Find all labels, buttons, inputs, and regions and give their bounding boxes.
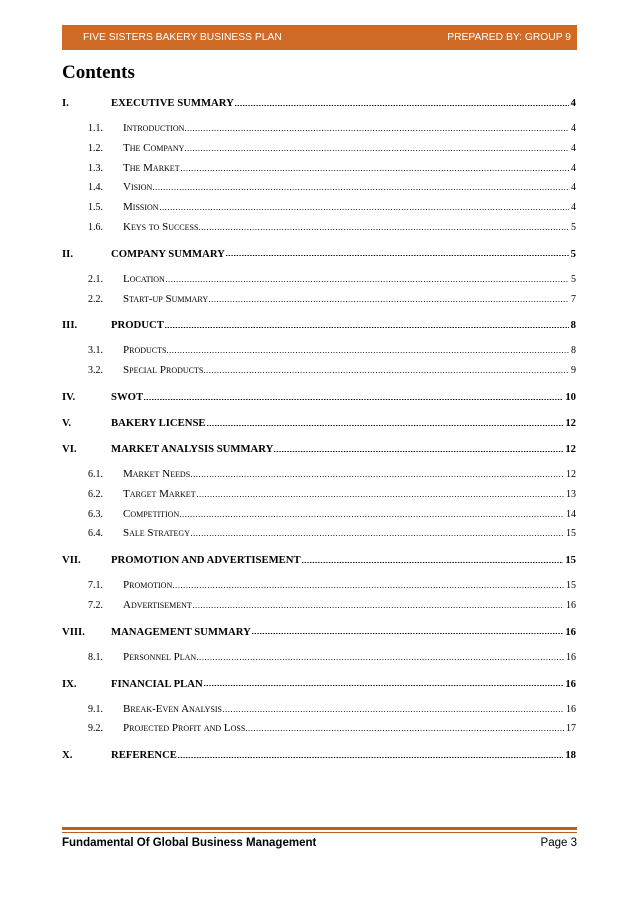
toc-subentry-number: 2.2. bbox=[88, 293, 103, 305]
toc-entry-executive-summary[interactable] bbox=[62, 93, 576, 113]
toc-subentry-number: 7.2. bbox=[88, 599, 103, 611]
toc-subentry-page: 4 bbox=[571, 123, 576, 134]
dot-leader bbox=[144, 399, 563, 400]
toc-subentry-page: 5 bbox=[571, 221, 576, 233]
toc-entry-title: FINANCIAL PLAN bbox=[111, 677, 203, 690]
toc-entry-reference[interactable] bbox=[62, 745, 576, 765]
toc-subentry-page: 15 bbox=[566, 528, 576, 540]
dot-leader bbox=[197, 659, 564, 660]
toc-subentry-title: Break-Even Analysis bbox=[123, 702, 223, 715]
dot-leader bbox=[302, 562, 564, 563]
toc-subentry-title: Personnel Plan bbox=[123, 650, 197, 663]
toc-entry-promotion-and-advertisement[interactable] bbox=[62, 550, 576, 570]
toc-subentry-title: Advertisement bbox=[123, 598, 192, 611]
toc-entry-financial-plan[interactable] bbox=[62, 674, 576, 694]
dot-leader bbox=[199, 229, 569, 230]
toc-subentry-page: 4 bbox=[571, 142, 576, 154]
toc-subentry-number: 1.1. bbox=[88, 123, 103, 134]
dot-leader bbox=[204, 372, 569, 373]
toc-subentry-title: Keys to Success bbox=[123, 220, 199, 233]
toc-subentry-start-up-summary[interactable] bbox=[62, 290, 576, 310]
dot-leader bbox=[252, 633, 563, 634]
toc-entry-title: EXECUTIVE SUMMARY bbox=[111, 97, 234, 109]
toc-entry-company-summary[interactable] bbox=[62, 244, 576, 264]
toc-entry-title: REFERENCE bbox=[111, 749, 177, 762]
toc-subentry-page: 15 bbox=[566, 580, 576, 592]
toc-entry-number: V. bbox=[62, 416, 72, 429]
toc-entry-page: 12 bbox=[565, 442, 576, 455]
footer-rule-thick bbox=[62, 827, 577, 830]
toc-subentry-number: 8.1. bbox=[88, 651, 103, 663]
toc-subentry-number: 3.1. bbox=[88, 345, 103, 357]
toc-entry-title: SWOT bbox=[111, 390, 144, 403]
dot-leader bbox=[173, 587, 564, 588]
toc-subentry-advertisement[interactable] bbox=[62, 596, 576, 616]
toc-entry-management-summary[interactable] bbox=[62, 622, 576, 642]
toc-entry-page: 15 bbox=[565, 554, 576, 567]
toc-subentry-sale-strategy[interactable] bbox=[62, 524, 576, 544]
dot-leader bbox=[209, 301, 569, 302]
toc-subentry-number: 7.1. bbox=[88, 580, 103, 592]
dot-leader bbox=[153, 189, 569, 190]
dot-leader bbox=[181, 170, 569, 171]
dot-leader bbox=[185, 130, 569, 131]
toc-subentry-number: 6.4. bbox=[88, 528, 103, 540]
toc-subentry-title: Sale Strategy bbox=[123, 527, 190, 540]
toc-entry-number: IX. bbox=[62, 677, 77, 690]
toc-entry-page: 16 bbox=[565, 625, 576, 638]
toc-entry-swot[interactable] bbox=[62, 387, 576, 407]
toc-subentry-page: 12 bbox=[566, 468, 576, 480]
toc-subentry-title: Market Needs bbox=[123, 467, 191, 480]
toc-subentry-number: 2.1. bbox=[88, 273, 103, 285]
dot-leader bbox=[167, 352, 569, 353]
table-of-contents bbox=[62, 87, 576, 771]
toc-subentry-title: Start-up Summary bbox=[123, 292, 209, 305]
toc-subentry-title: Promotion bbox=[123, 579, 173, 592]
toc-subentry-title: Target Market bbox=[123, 487, 196, 500]
toc-subentry-number: 1.4. bbox=[88, 182, 103, 194]
toc-subentry-number: 1.3. bbox=[88, 162, 103, 174]
dot-leader bbox=[185, 150, 569, 151]
toc-subentry-break-even-analysis[interactable] bbox=[62, 700, 576, 720]
toc-subentry-mission[interactable] bbox=[62, 198, 576, 218]
toc-subentry-page: 14 bbox=[566, 508, 576, 520]
dot-leader bbox=[166, 281, 569, 282]
dot-leader bbox=[193, 607, 564, 608]
toc-subentry-products[interactable] bbox=[62, 341, 576, 361]
toc-entry-bakery-license[interactable] bbox=[62, 413, 576, 433]
toc-subentry-introduction[interactable] bbox=[62, 119, 576, 139]
toc-subentry-page: 4 bbox=[571, 162, 576, 174]
toc-subentry-the-market[interactable] bbox=[62, 159, 576, 179]
prepared-by: PREPARED BY: GROUP 9 bbox=[447, 32, 571, 43]
toc-entry-title: BAKERY LICENSE bbox=[111, 416, 206, 429]
toc-entry-number: IV. bbox=[62, 390, 76, 403]
document-title: FIVE SISTERS BAKERY BUSINESS PLAN bbox=[83, 32, 282, 43]
dot-leader bbox=[226, 255, 569, 256]
dot-leader bbox=[191, 476, 564, 477]
toc-entry-number: III. bbox=[62, 319, 78, 332]
toc-subentry-number: 9.2. bbox=[88, 723, 103, 735]
toc-entry-title: MARKET ANALYSIS SUMMARY bbox=[111, 442, 274, 455]
toc-entry-number: VI. bbox=[62, 442, 77, 455]
toc-entry-page: 12 bbox=[565, 416, 576, 429]
toc-subentry-competition[interactable] bbox=[62, 505, 576, 525]
dot-leader bbox=[204, 685, 564, 686]
toc-entry-page: 5 bbox=[570, 247, 576, 260]
toc-subentry-page: 5 bbox=[571, 273, 576, 285]
toc-subentry-number: 3.2. bbox=[88, 365, 103, 377]
toc-subentry-page: 17 bbox=[566, 723, 576, 735]
toc-subentry-title: The Company bbox=[123, 141, 185, 154]
toc-subentry-title: Special Products bbox=[123, 364, 204, 377]
toc-entry-product[interactable] bbox=[62, 315, 576, 335]
dot-leader bbox=[207, 425, 564, 426]
toc-entry-title: MANAGEMENT SUMMARY bbox=[111, 625, 251, 638]
toc-entry-number: II. bbox=[62, 247, 73, 260]
toc-subentry-title: Products bbox=[123, 344, 167, 357]
toc-subentry-number: 1.6. bbox=[88, 221, 103, 233]
toc-subentry-page: 16 bbox=[566, 599, 576, 611]
page-footer bbox=[62, 836, 577, 851]
toc-subentry-personnel-plan[interactable] bbox=[62, 648, 576, 668]
toc-subentry-number: 6.1. bbox=[88, 468, 103, 480]
toc-subentry-location[interactable] bbox=[62, 270, 576, 290]
toc-subentry-target-market[interactable] bbox=[62, 485, 576, 505]
toc-subentry-title: Introduction bbox=[123, 122, 185, 134]
toc-entry-page: 18 bbox=[565, 749, 576, 762]
toc-entry-market-analysis-summary[interactable] bbox=[62, 439, 576, 459]
toc-entry-title: COMPANY SUMMARY bbox=[111, 247, 225, 260]
toc-entry-page: 10 bbox=[565, 390, 576, 403]
toc-subentry-number: 6.3. bbox=[88, 508, 103, 520]
toc-subentry-page: 4 bbox=[571, 182, 576, 194]
toc-entry-number: VII. bbox=[62, 554, 81, 567]
toc-subentry-page: 7 bbox=[571, 293, 576, 305]
toc-subentry-title: Mission bbox=[123, 201, 159, 214]
toc-entry-number: I. bbox=[62, 97, 69, 109]
dot-leader bbox=[223, 711, 564, 712]
footer-rule-thin bbox=[62, 832, 577, 833]
dot-leader bbox=[235, 105, 569, 106]
dot-leader bbox=[165, 327, 569, 328]
toc-subentry-special-products[interactable] bbox=[62, 361, 576, 381]
toc-subentry-number: 1.5. bbox=[88, 202, 103, 214]
contents-heading: Contents bbox=[62, 62, 135, 83]
dot-leader bbox=[191, 535, 564, 536]
toc-subentry-page: 16 bbox=[566, 651, 576, 663]
dot-leader bbox=[246, 730, 564, 731]
toc-subentry-vision[interactable] bbox=[62, 178, 576, 198]
footer-title: Fundamental Of Global Business Management bbox=[62, 837, 317, 849]
toc-subentry-market-needs[interactable] bbox=[62, 465, 576, 485]
toc-subentry-page: 9 bbox=[571, 365, 576, 377]
toc-entry-number: X. bbox=[62, 749, 73, 762]
toc-subentry-title: Vision bbox=[123, 181, 153, 194]
toc-entry-page: 4 bbox=[570, 97, 576, 109]
toc-subentry-number: 9.1. bbox=[88, 703, 103, 715]
toc-subentry-the-company[interactable] bbox=[62, 139, 576, 159]
toc-subentry-number: 1.2. bbox=[88, 142, 103, 154]
toc-subentry-title: Location bbox=[123, 272, 165, 285]
dot-leader bbox=[160, 209, 569, 210]
dot-leader bbox=[197, 496, 564, 497]
toc-entry-number: VIII. bbox=[62, 625, 85, 638]
toc-entry-title: PRODUCT bbox=[111, 319, 164, 332]
toc-subentry-page: 16 bbox=[566, 703, 576, 715]
toc-subentry-page: 4 bbox=[571, 202, 576, 214]
header-bar bbox=[62, 25, 577, 50]
toc-subentry-page: 8 bbox=[571, 345, 576, 357]
toc-subentry-title: The Market bbox=[123, 161, 180, 174]
toc-subentry-title: Competition bbox=[123, 507, 180, 520]
dot-leader bbox=[180, 516, 564, 517]
toc-subentry-promotion[interactable] bbox=[62, 576, 576, 596]
toc-entry-page: 16 bbox=[565, 677, 576, 690]
toc-entry-title: PROMOTION AND ADVERTISEMENT bbox=[111, 554, 301, 567]
dot-leader bbox=[274, 451, 563, 452]
toc-entry-page: 8 bbox=[570, 319, 576, 332]
toc-subentry-number: 6.2. bbox=[88, 488, 103, 500]
dot-leader bbox=[178, 757, 563, 758]
toc-subentry-keys-to-success[interactable] bbox=[62, 218, 576, 238]
toc-subentry-projected-profit-and-loss[interactable] bbox=[62, 719, 576, 739]
toc-subentry-page: 13 bbox=[566, 488, 576, 500]
page-number: Page 3 bbox=[540, 837, 577, 849]
toc-subentry-title: Projected Profit and Loss bbox=[123, 722, 246, 735]
